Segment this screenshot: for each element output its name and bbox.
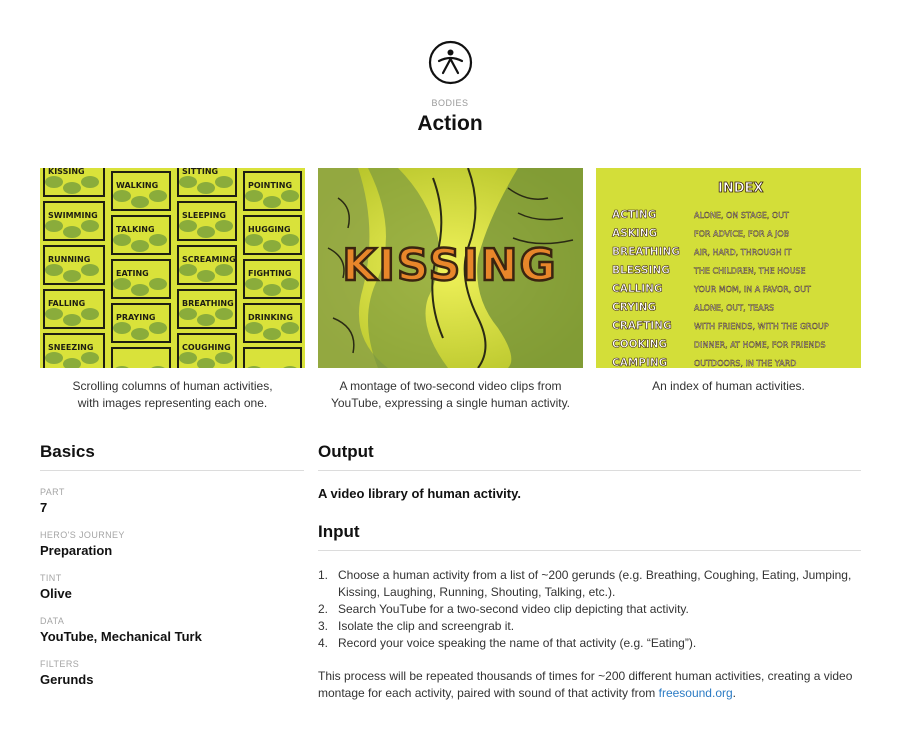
basics-heading: Basics	[40, 442, 304, 471]
gallery-caption	[596, 378, 861, 395]
paragraph-end: .	[732, 686, 737, 700]
field-label: HERO'S JOURNEY	[40, 530, 125, 540]
data-field	[40, 616, 304, 644]
step-number: 2.	[318, 602, 329, 616]
index-description: OUTDOORS, IN THE YARD	[694, 359, 797, 368]
part-field	[40, 487, 304, 515]
field-label: DATA	[40, 616, 65, 626]
caption-line: A montage of two-second video clips from	[339, 379, 562, 393]
activity-columns-image	[40, 168, 305, 368]
field-value: YouTube, Mechanical Turk	[40, 629, 202, 644]
person-circle-icon	[428, 40, 473, 85]
step-text: Search YouTube for a two-second video clip depicting that activity.	[338, 602, 689, 616]
tint-field	[40, 573, 304, 601]
field-value: Olive	[40, 586, 72, 601]
list-item	[318, 635, 861, 652]
index-word: BLESSING	[612, 264, 670, 277]
caption-line: with images representing each one.	[77, 396, 268, 410]
input-steps-list	[318, 567, 861, 652]
process-paragraph	[318, 668, 861, 702]
page-title: Action	[417, 112, 483, 135]
index-description: ALONE, ON STAGE, OUT	[694, 211, 789, 220]
index-description: FOR ADVICE, FOR A JOB	[694, 229, 790, 239]
gallery-caption	[318, 378, 583, 412]
gallery-item-columns[interactable]	[40, 168, 305, 412]
field-value: 7	[40, 500, 48, 515]
activity-word: SNEEZING	[48, 343, 94, 352]
index-word: ACTING	[612, 209, 657, 221]
activity-word: RUNNING	[48, 255, 91, 264]
input-heading: Input	[318, 522, 861, 551]
activity-word: SWIMMING	[48, 211, 98, 220]
index-word: CRAFTING	[612, 320, 672, 332]
index-title: INDEX	[718, 181, 764, 196]
index-word: CRYING	[612, 301, 657, 314]
activity-word: EATING	[116, 269, 149, 278]
activity-word: FALLING	[48, 299, 86, 308]
gallery-item-index[interactable]	[596, 168, 861, 395]
index-description: YOUR MOM, IN A FAVOR, OUT	[694, 285, 811, 294]
output-heading: Output	[318, 442, 861, 471]
category-kicker: BODIES	[431, 98, 469, 108]
caption-line: An index of human activities.	[652, 379, 805, 393]
paragraph-text: This process will be repeated thousands of times for ~200 different human activities, creating a video montage for each activity, paired with sound of that activity from	[318, 669, 853, 700]
gallery-item-montage[interactable]	[318, 168, 583, 412]
index-description: AIR, HARD, THROUGH IT	[694, 248, 792, 257]
index-word: CAMPING	[612, 357, 668, 368]
details-panel	[318, 442, 861, 702]
list-item	[318, 567, 861, 601]
field-label: FILTERS	[40, 659, 80, 669]
field-label: TINT	[40, 573, 62, 583]
index-description: THE CHILDREN, THE HOUSE	[694, 266, 806, 276]
index-description: WITH FRIENDS, WITH THE GROUP	[694, 322, 829, 331]
activity-word: SITTING	[182, 168, 219, 176]
step-number: 4.	[318, 636, 329, 650]
activity-word: FIGHTING	[248, 269, 292, 278]
caption-line: Scrolling columns of human activities,	[72, 379, 273, 393]
freesound-link[interactable]: freesound.org	[658, 686, 733, 700]
list-item	[318, 618, 861, 635]
activity-word: PRAYING	[116, 313, 156, 322]
step-text: Record your voice speaking the name of that activity (e.g. “Eating”).	[338, 636, 697, 650]
field-value: Preparation	[40, 543, 113, 558]
activity-word: BREATHING	[182, 299, 234, 308]
output-description: A video library of human activity.	[318, 486, 521, 501]
activity-word: COUGHING	[182, 343, 231, 352]
index-word: BREATHING	[612, 246, 680, 258]
step-text: Isolate the clip and screengrab it.	[338, 619, 515, 633]
gallery-caption	[40, 378, 305, 412]
field-label: PART	[40, 487, 65, 497]
activity-word: SLEEPING	[182, 211, 226, 220]
activity-word: WALKING	[116, 181, 159, 190]
montage-headline: KISSING	[342, 240, 558, 291]
index-word: COOKING	[612, 338, 668, 351]
activity-index-image	[596, 168, 861, 368]
step-number: 3.	[318, 619, 329, 633]
activity-word: KISSING	[48, 168, 85, 176]
activity-word: SCREAMING	[182, 255, 236, 264]
activity-word: HUGGING	[248, 225, 291, 234]
index-word: CALLING	[612, 283, 663, 295]
activity-word: DRINKING	[248, 313, 293, 322]
activity-word: TALKING	[116, 225, 155, 234]
caption-line: YouTube, expressing a single human activity.	[330, 396, 571, 410]
step-number: 1.	[318, 568, 329, 582]
kissing-montage-image	[318, 168, 583, 368]
filters-field	[40, 659, 304, 687]
index-word: ASKING	[612, 227, 658, 240]
basics-panel	[40, 442, 304, 687]
index-description: DINNER, AT HOME, FOR FRIENDS	[694, 340, 826, 350]
activity-word: POINTING	[248, 181, 293, 190]
image-gallery	[40, 168, 861, 418]
heros-journey-field	[40, 530, 304, 558]
list-item	[318, 601, 861, 618]
index-description: ALONE, OUT, TEARS	[694, 303, 775, 313]
step-text: Choose a human activity from a list of ~200 gerunds (e.g. Breathing, Coughing, Eating, Jumping, Kissing, Laughing, Running, Shouting, Talking, etc.).	[338, 568, 852, 599]
field-value: Gerunds	[40, 672, 94, 687]
